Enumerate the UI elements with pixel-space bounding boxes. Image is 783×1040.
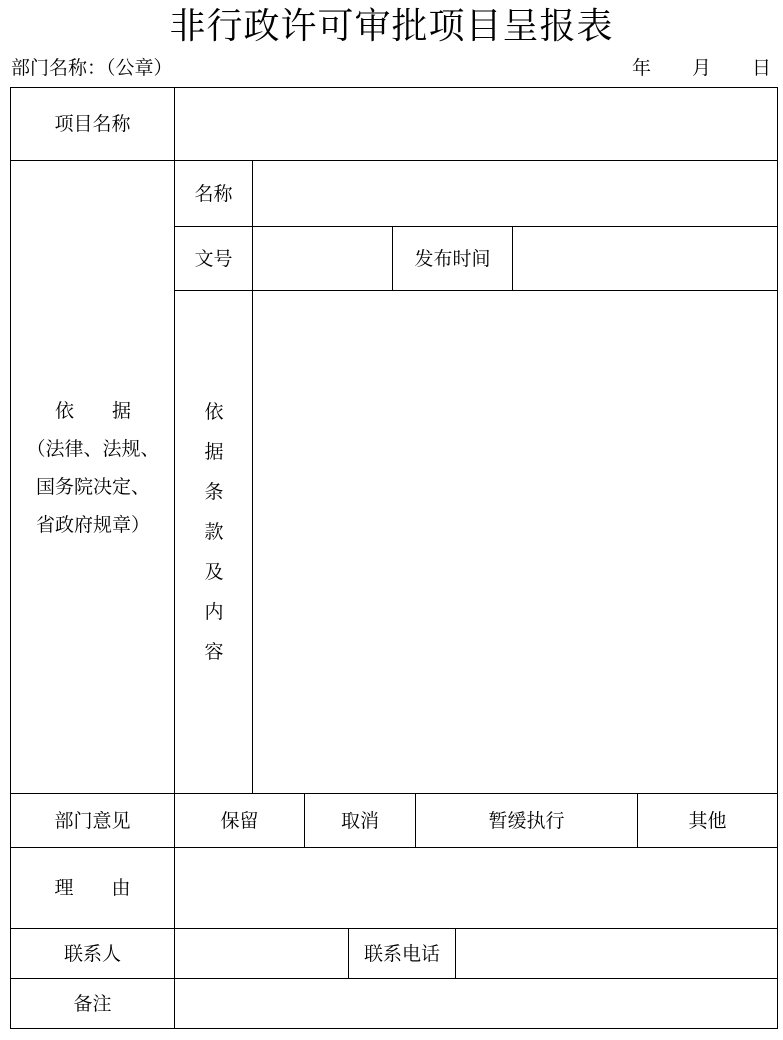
basis-label-line: 依 据 [54, 400, 131, 422]
opinion-option-other[interactable]: 其他 [688, 809, 727, 832]
clause-char: 及 [204, 561, 224, 583]
table-border-right [777, 87, 778, 1029]
department-label: 部门名称：（公章） [11, 57, 173, 79]
form-title: 非行政许可审批项目呈报表 [169, 6, 614, 47]
doc-number-field[interactable] [253, 227, 392, 290]
publish-time-field[interactable] [513, 227, 777, 290]
basis-label-line: 国务院决定、 [35, 476, 150, 498]
date-day-label: 日 [752, 57, 772, 79]
clause-char: 容 [204, 641, 224, 663]
clause-content-field[interactable] [253, 291, 777, 793]
clause-char: 依 [204, 401, 224, 423]
reason-label: 理 由 [54, 877, 131, 899]
basis-label-line: （法律、法规、 [26, 438, 160, 460]
opinion-option-retain[interactable]: 保留 [220, 809, 259, 832]
project-name-label: 项目名称 [54, 113, 131, 135]
table-border-bottom [10, 1028, 778, 1029]
clause-char: 款 [204, 521, 224, 543]
remarks-label: 备注 [73, 992, 112, 1015]
opinion-option-cancel[interactable]: 取消 [340, 809, 379, 832]
opinion-label: 部门意见 [54, 809, 131, 832]
clause-char: 据 [204, 441, 224, 463]
basis-label-line: 省政府规章） [35, 514, 150, 536]
clause-char: 内 [204, 601, 224, 623]
clause-content-label [176, 392, 252, 672]
contact-person-label: 联系人 [63, 942, 121, 965]
doc-number-label: 文号 [194, 247, 233, 270]
reason-field[interactable] [175, 848, 777, 928]
date-month-label: 月 [692, 57, 712, 79]
basis-label [12, 392, 174, 544]
contact-phone-field[interactable] [456, 929, 777, 978]
contact-phone-label: 联系电话 [363, 942, 440, 965]
basis-name-label: 名称 [194, 182, 233, 205]
contact-person-field[interactable] [175, 929, 348, 978]
date-year-label: 年 [632, 57, 652, 79]
clause-char: 条 [204, 481, 224, 503]
publish-time-label: 发布时间 [414, 247, 491, 270]
project-name-field[interactable] [175, 88, 777, 160]
opinion-option-suspend[interactable]: 暂缓执行 [488, 809, 565, 832]
basis-name-field[interactable] [253, 161, 777, 226]
remarks-field[interactable] [175, 979, 777, 1028]
